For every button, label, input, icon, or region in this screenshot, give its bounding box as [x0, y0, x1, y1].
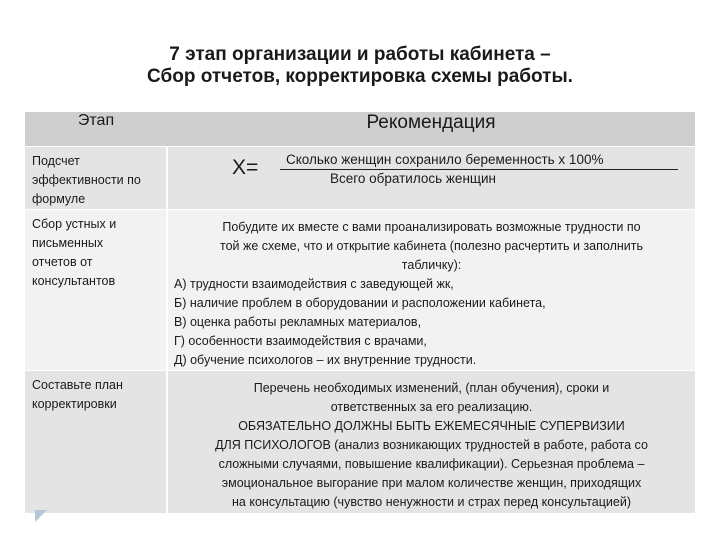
slide-title: [0, 44, 720, 88]
rec-line: табличку):: [401, 258, 462, 272]
table-row: [25, 371, 695, 514]
rec-list-item: Б) наличие проблем в оборудовании и расположении кабинета,: [174, 296, 546, 310]
stage-line: Составьте план: [32, 378, 123, 392]
recommendation-cell: [167, 147, 695, 210]
rec-list-item: Д) обучение психологов – их внутренние трудности.: [174, 353, 477, 367]
formula-x-label: Х=: [232, 156, 259, 179]
rec-line: ДЛЯ ПСИХОЛОГОВ (анализ возникающих трудностей в работе, работа со: [215, 438, 648, 452]
table-header-row: [25, 112, 695, 147]
rec-line: на консультацию (чувство ненужности и страх перед консультацией): [232, 495, 631, 509]
efficiency-formula: [168, 147, 695, 209]
rec-line: эмоциональное выгорание при малом количестве женщин, приходящих: [221, 476, 642, 490]
formula-numerator: Сколько женщин сохранило беременность х 100%: [286, 152, 604, 167]
stage-line: письменных: [32, 236, 104, 250]
stage-line: Сбор устных и: [32, 217, 117, 231]
stage-line: формуле: [32, 192, 86, 206]
stage-cell: [25, 371, 167, 514]
rec-line: ОБЯЗАТЕЛЬНО ДОЛЖНЫ БЫТЬ ЕЖЕМЕСЯЧНЫЕ СУПЕРВИЗИИ: [238, 419, 625, 433]
rec-line: той же схеме, что и открытие кабинета (полезно расчертить и заполнить: [220, 239, 643, 253]
recommendation-cell: [167, 371, 695, 514]
stages-table: [25, 112, 695, 514]
table-row: [25, 210, 695, 371]
rec-list-item: А) трудности взаимодействия с заведующей жк,: [174, 277, 454, 291]
rec-line: ответственных за его реализацию.: [330, 400, 533, 414]
rec-line: сложными случаями, повышение квалификации). Серьезная проблема –: [218, 457, 645, 471]
header-stage: Этап: [25, 112, 167, 147]
stage-line: Подсчет: [32, 154, 80, 168]
header-recommendation: Рекомендация: [167, 112, 695, 147]
rec-line: Побудите их вместе с вами проанализировать возможные трудности по: [222, 220, 641, 234]
table-row: [25, 147, 695, 210]
slide-title-line-1: 7 этап организации и работы кабинета –: [169, 44, 551, 65]
recommendation-cell: [167, 210, 695, 371]
stage-cell: [25, 210, 167, 371]
stage-line: консультантов: [32, 274, 116, 288]
slide-title-line-2: Сбор отчетов, корректировка схемы работы.: [147, 66, 573, 87]
stage-line: отчетов от: [32, 255, 93, 269]
stage-line: корректировки: [32, 397, 117, 411]
rec-list-item: Г) особенности взаимодействия с врачами,: [174, 334, 427, 348]
rec-line: Перечень необходимых изменений, (план обучения), сроки и: [253, 381, 610, 395]
fraction-line: [280, 169, 678, 170]
stage-cell: [25, 147, 167, 210]
formula-denominator: Всего обратилось женщин: [330, 171, 497, 186]
corner-triangle-decoration: [35, 510, 47, 522]
stage-line: эффективности по: [32, 173, 141, 187]
rec-list-item: В) оценка работы рекламных материалов,: [174, 315, 422, 329]
